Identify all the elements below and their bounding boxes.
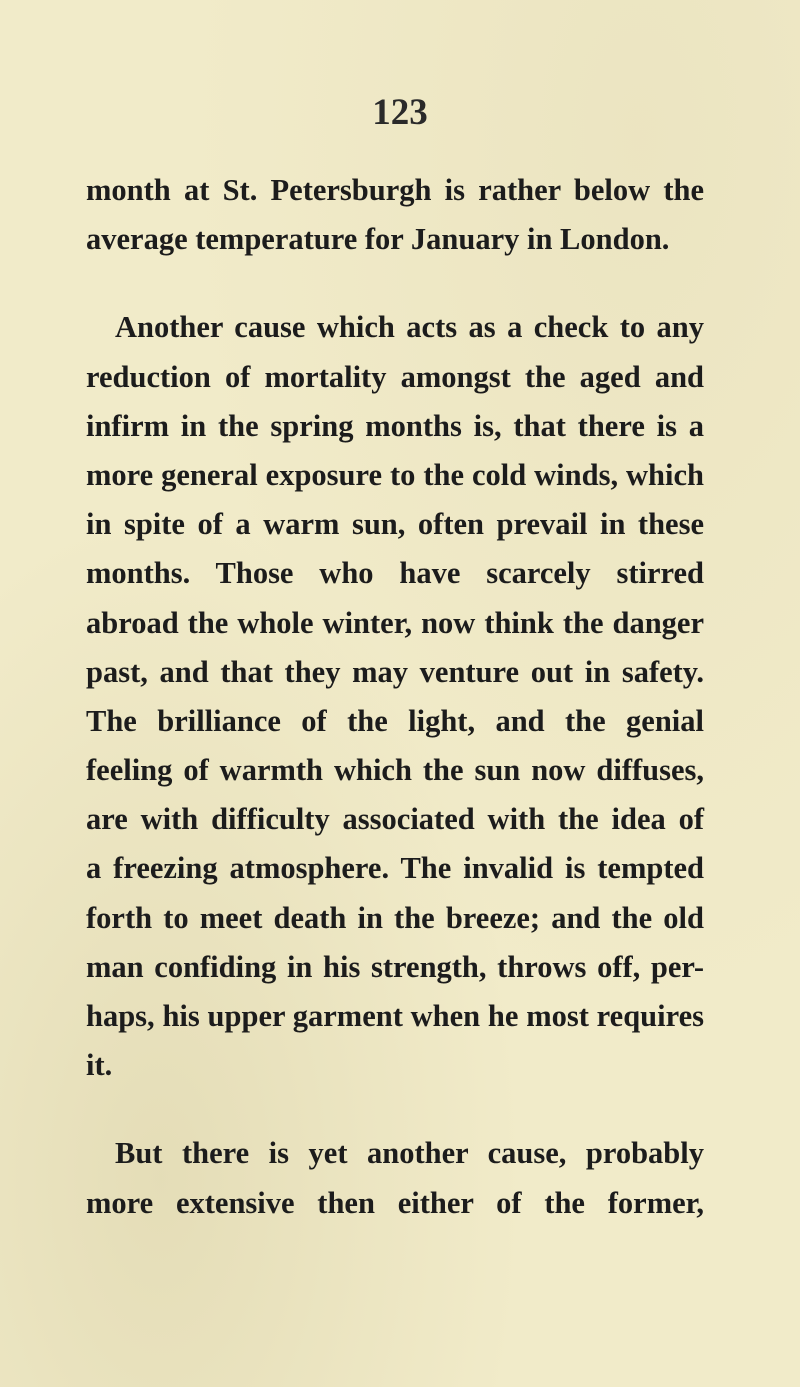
- text-line: reduction of mortality amongst the aged and: [86, 359, 704, 394]
- paragraph-1: [86, 166, 704, 264]
- text-line: in spite of a warm sun, often prevail in these: [86, 507, 704, 542]
- text-line: are with difficulty associated with the idea of: [86, 802, 704, 837]
- paragraph-2: [86, 303, 704, 1090]
- text-line: haps, his upper garment when he most requires: [86, 999, 704, 1033]
- body-text: [86, 166, 704, 1228]
- text-line: months. Those who have scarcely stirred: [86, 556, 704, 591]
- text-line: abroad the whole winter, now think the danger: [86, 605, 704, 640]
- page-number: 123: [372, 92, 428, 133]
- text-line: Another cause which acts as a check to any: [115, 310, 704, 345]
- text-line: man confiding in his strength, throws off, per-: [86, 949, 704, 984]
- text-line: month at St. Petersburgh is rather below the: [86, 173, 704, 207]
- text-line: a freezing atmosphere. The invalid is tempted: [86, 851, 704, 886]
- text-line: The brilliance of the light, and the genial: [86, 703, 704, 738]
- text-line: it.: [86, 1048, 113, 1083]
- text-line: feeling of warmth which the sun now diffuses,: [86, 753, 704, 788]
- text-line: infirm in the spring months is, that there is a: [86, 408, 704, 443]
- text-line: past, and that they may venture out in safety.: [86, 654, 704, 689]
- paragraph-3: [86, 1129, 704, 1227]
- text-line: more extensive then either of the former,: [86, 1185, 704, 1220]
- text-line: But there is yet another cause, probably: [115, 1136, 704, 1171]
- text-line: forth to meet death in the breeze; and the old: [86, 900, 704, 935]
- text-line: more general exposure to the cold winds, which: [86, 457, 704, 492]
- text-line: average temperature for January in London.: [86, 222, 670, 257]
